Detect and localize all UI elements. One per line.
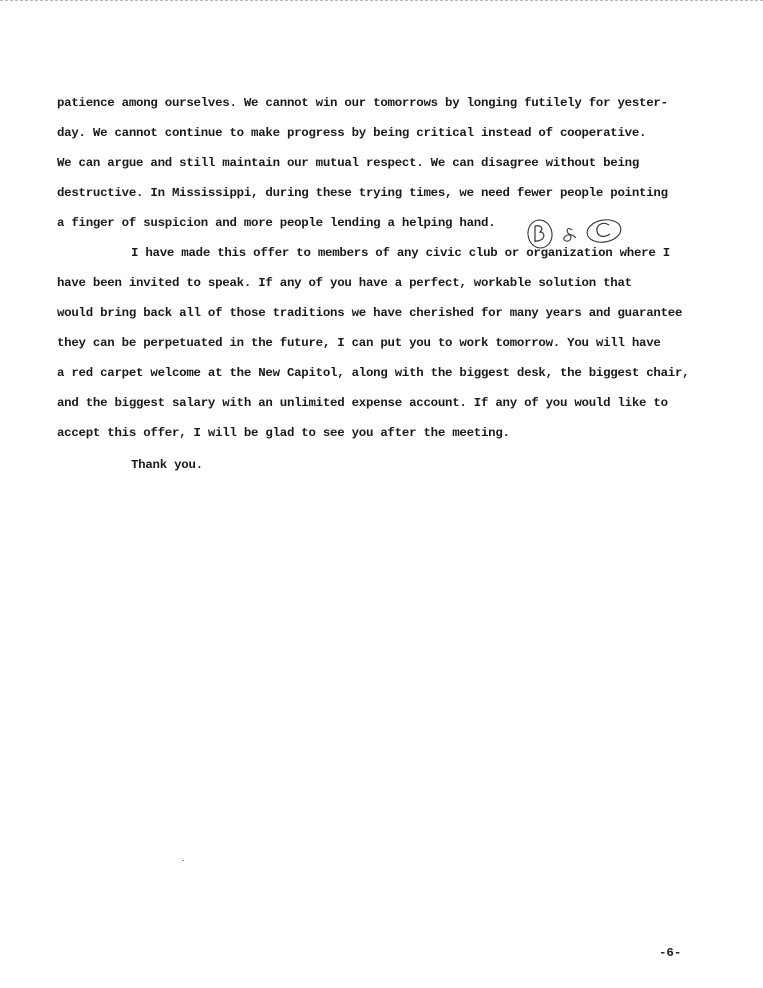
text-line: a red carpet welcome at the New Capitol, along with the biggest desk, the biggest chair, xyxy=(57,366,690,380)
handwritten-annotation xyxy=(524,217,628,251)
text-line: have been invited to speak. If any of you have a perfect, workable solution that xyxy=(57,276,632,290)
page-top-edge xyxy=(0,0,763,1)
scan-speck xyxy=(182,860,184,861)
text-line: they can be perpetuated in the future, I can put you to work tomorrow. You will have xyxy=(57,336,661,350)
text-line: would bring back all of those traditions we have cherished for many years and guarantee xyxy=(57,306,683,320)
text-line: accept this offer, I will be glad to see you after the meeting. xyxy=(57,426,510,440)
text-line: We can argue and still maintain our mutual respect. We can disagree without being xyxy=(57,156,640,170)
text-line: and the biggest salary with an unlimited expense account. If any of you would like to xyxy=(57,396,668,410)
page-number: -6- xyxy=(659,946,682,960)
text-line: patience among ourselves. We cannot win our tomorrows by longing futilely for yester- xyxy=(57,96,668,110)
text-line: destructive. In Mississippi, during these trying times, we need fewer people pointing xyxy=(57,186,668,200)
closing-line: Thank you. xyxy=(131,458,203,472)
text-line: I have made this offer to members of any civic club or organization where I xyxy=(131,246,670,260)
text-line: day. We cannot continue to make progress by being critical instead of cooperative. xyxy=(57,126,647,140)
text-line: a finger of suspicion and more people lending a helping hand. xyxy=(57,216,496,230)
